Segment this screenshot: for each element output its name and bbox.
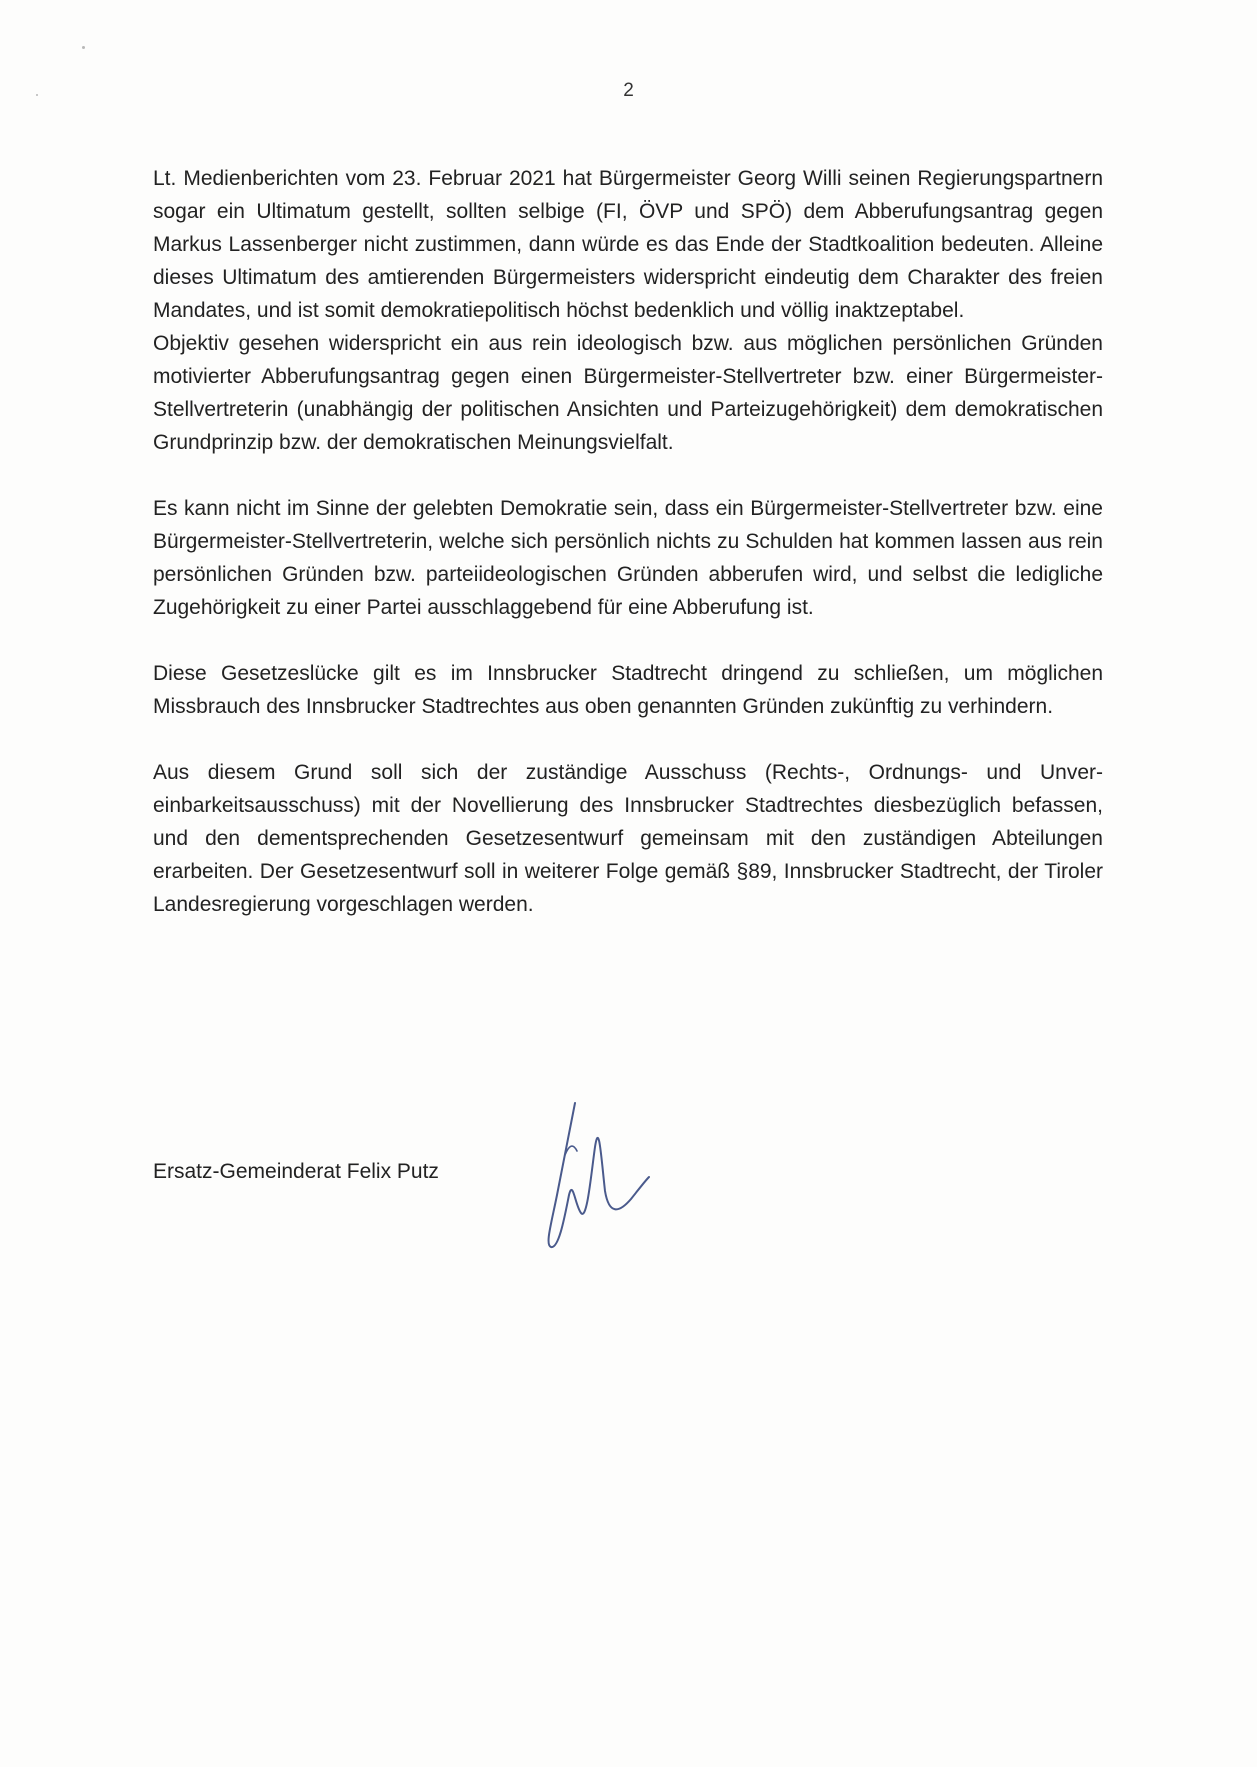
paragraph-ultimatum: Lt. Medienberichten vom 23. Februar 2021 hat Bürgermeister Georg Willi seinen Regierungspartnern sogar ein Ultimatum gestellt, sollten selbige (FI, ÖVP und SPÖ) dem Abberufungsantrag gegen Markus Lassenberger nicht zustimmen, dann würde es das Ende der Stadtkoalition bedeuten. Alleine dieses Ultimatum des amtierenden Bürgermeisters widerspricht eindeutig dem Charakter des freien Mandates, und ist somit demokratiepolitisch höchst bedenklich und völlig inaktzeptabel.: [153, 167, 1103, 322]
signer-name: Ersatz-Gemeinderat Felix Putz: [153, 1160, 439, 1183]
paragraph-gesetzesluecke: Diese Gesetzeslücke gilt es im Innsbrucker Stadtrecht dringend zu schließen, um möglichen Missbrauch des Innsbrucker Stadtrechtes aus oben genannten Gründen zukünftig zu verhindern.: [153, 662, 1103, 718]
paragraph-objektiv: Objektiv gesehen widerspricht ein aus rein ideologisch bzw. aus möglichen persönlichen Gründen motivierter Abberufungsantrag gegen einen Bürgermeister-Stellvertreter bzw. einer Bürgermeister-Stellvertreterin (unabhängig der politischen Ansichten und Parteizugehörigkeit) dem demokratischen Grundprinzip bzw. der demokratischen Meinungsvielfalt.: [153, 332, 1103, 454]
paragraph-ausschuss: Aus diesem Grund soll sich der zuständige Ausschuss (Rechts-, Ordnungs- und Unvereinbarkeitsausschuss) mit der Novellierung des Innsbrucker Stadtrechtes diesbezüglich befassen, und den dementsprechenden Gesetzesentwurf gemeinsam mit den zuständigen Abteilungen erarbeiten. Der Gesetzesentwurf soll in weiterer Folge gemäß §89, Innsbrucker Stadtrecht, der Tiroler Landesregierung vorgeschlagen werden.: [153, 761, 1103, 916]
signature-block: [153, 1155, 1103, 1275]
paragraph-demokratie: Es kann nicht im Sinne der gelebten Demokratie sein, dass ein Bürgermeister-Stellvertreter bzw. eine Bürgermeister-Stellvertreterin, welche sich persönlich nichts zu Schulden hat kommen lassen aus rein persönlichen Gründen bzw. parteiideologischen Gründen abberufen wird, und selbst die ledigliche Zugehörigkeit zu einer Partei ausschlaggebend für eine Abberufung ist.: [153, 497, 1103, 619]
document-body: [153, 162, 1103, 921]
scan-speck: [82, 46, 85, 49]
handwritten-signature: [535, 1095, 655, 1255]
page-number: 2: [623, 80, 634, 101]
